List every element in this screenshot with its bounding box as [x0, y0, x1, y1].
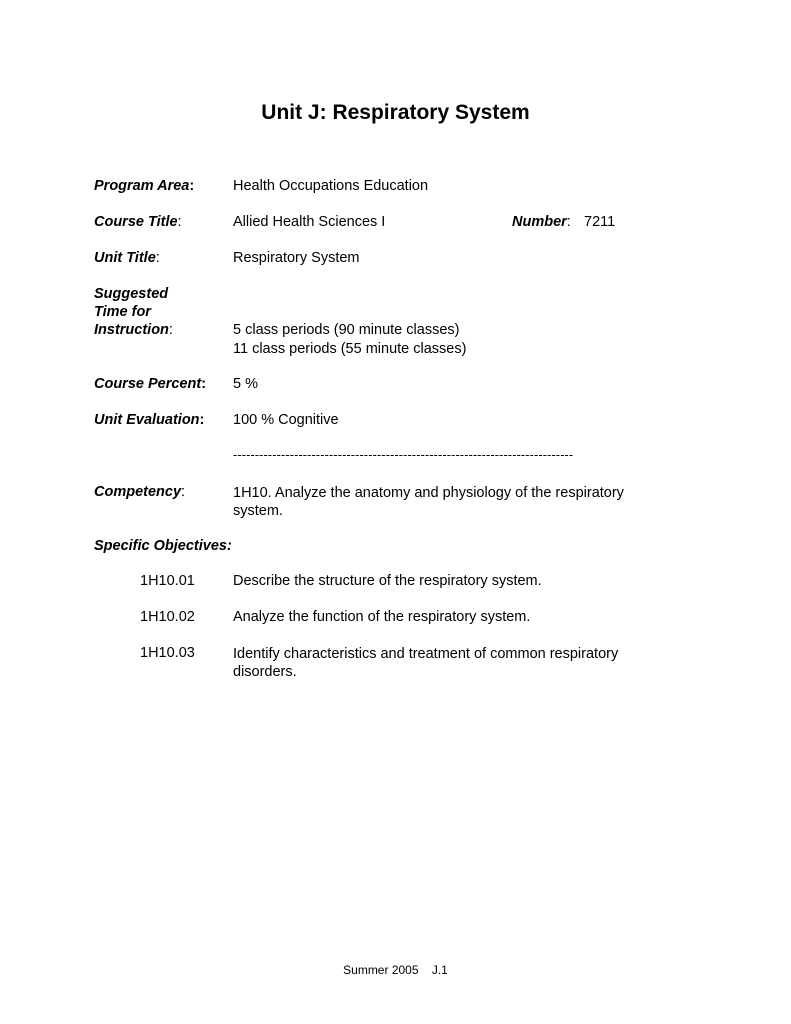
- page-title: Unit J: Respiratory System: [261, 101, 530, 124]
- objective-code: 1H10.01: [140, 573, 195, 589]
- course-percent-value: 5 %: [233, 376, 258, 392]
- number-label: Number:: [512, 214, 571, 230]
- objective-text: Analyze the function of the respiratory system.: [233, 609, 531, 625]
- program-area-label: Program Area:: [94, 178, 195, 194]
- suggested-time-value-line2: 11 class periods (55 minute classes): [233, 341, 467, 357]
- objective-code: 1H10.03: [140, 645, 195, 661]
- unit-evaluation-value: 100 % Cognitive: [233, 412, 339, 428]
- objective-text: Describe the structure of the respiratory system.: [233, 573, 542, 589]
- suggested-time-label-line3: Instruction:: [94, 322, 173, 338]
- course-title-label: Course Title:: [94, 214, 182, 230]
- suggested-time-label-line1: Suggested: [94, 286, 169, 302]
- program-area-value: Health Occupations Education: [233, 178, 429, 194]
- unit-evaluation-label: Unit Evaluation:: [94, 412, 205, 428]
- unit-title-value: Respiratory System: [233, 250, 360, 266]
- course-percent-label: Course Percent:: [94, 376, 207, 392]
- competency-text: 1H10. Analyze the anatomy and physiology of the respiratory system.: [233, 485, 624, 519]
- number-value: 7211: [584, 214, 616, 230]
- unit-title-label: Unit Title:: [94, 250, 160, 266]
- suggested-time-label-line2: Time for: [94, 304, 151, 320]
- specific-objectives-heading: Specific Objectives:: [94, 538, 232, 554]
- competency-label: Competency:: [94, 484, 186, 500]
- course-title-value: Allied Health Sciences I: [233, 214, 386, 230]
- objective-text: Identify characteristics and treatment of common respiratory disorders.: [233, 646, 619, 680]
- dashed-divider: ------------------------------------------------------------------------------: [233, 448, 574, 462]
- suggested-time-value-line1: 5 class periods (90 minute classes): [233, 322, 460, 338]
- objective-code: 1H10.02: [140, 609, 195, 625]
- page-footer: Summer 2005 J.1: [343, 963, 448, 977]
